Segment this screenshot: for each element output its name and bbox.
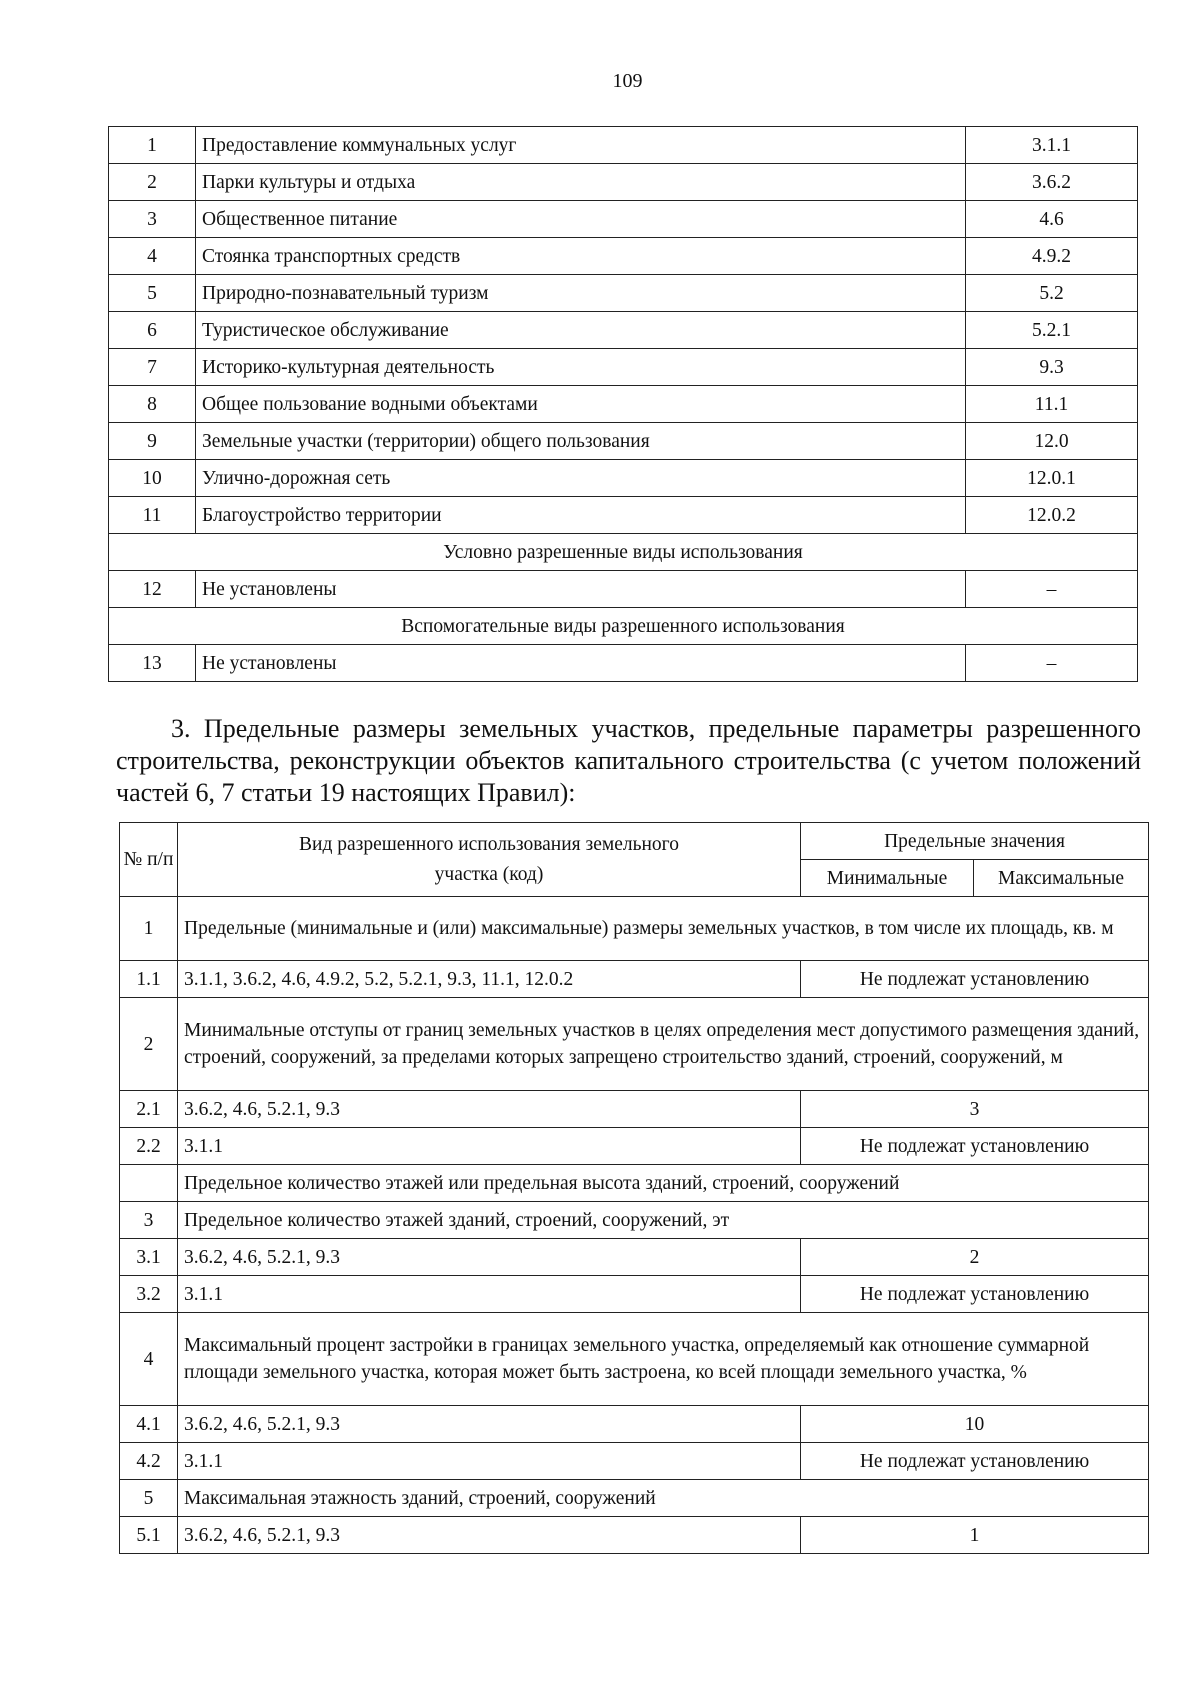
parameter-text: Максимальная этажность зданий, строений, сооружений [178,1480,1149,1517]
limit-value: 10 [801,1406,1149,1443]
header-limits: Предельные значения [801,823,1149,860]
row-number: 1 [120,897,178,961]
table-row [120,998,1149,1091]
parameter-text: Максимальный процент застройки в границах земельного участка, определяемый как отношение суммарной площади земельного участка, которая может быть застроена, ко всей площади земельного участка, % [178,1313,1149,1406]
row-number: 7 [109,349,196,386]
row-number: 3 [120,1202,178,1239]
use-code: 12.0.2 [966,497,1138,534]
row-number: 4 [120,1313,178,1406]
use-name: Улично-дорожная сеть [196,460,966,497]
row-number: 2.1 [120,1091,178,1128]
use-code: 4.6 [966,201,1138,238]
table-row [109,201,1138,238]
use-code: 9.3 [966,349,1138,386]
table-row [109,460,1138,497]
table-row [120,1313,1149,1406]
header-row [120,823,1149,860]
use-codes: 3.6.2, 4.6, 5.2.1, 9.3 [178,1517,801,1554]
limit-value: Не подлежат установлению [801,961,1149,998]
row-number: 10 [109,460,196,497]
use-name: Предоставление коммунальных услуг [196,127,966,164]
table-row [109,571,1138,608]
use-code: 5.2 [966,275,1138,312]
parameter-text: Минимальные отступы от границ земельных участков в целях определения мест допустимого размещения зданий, строений, сооружений, за пределами которых запрещено строительство зданий, строений, сооружений, м [178,998,1149,1091]
use-name: Земельные участки (территории) общего пользования [196,423,966,460]
section-row [109,608,1138,645]
row-number: 4.1 [120,1406,178,1443]
parameter-text: Предельное количество этажей зданий, строений, сооружений, эт [178,1202,1149,1239]
table-row [120,961,1149,998]
table-row [120,1443,1149,1480]
use-code: 5.2.1 [966,312,1138,349]
limit-value: Не подлежат установлению [801,1128,1149,1165]
use-code: – [966,571,1138,608]
header-min: Минимальные [801,860,974,897]
table-row [120,1165,1149,1202]
table-row [109,164,1138,201]
table-row [120,1517,1149,1554]
row-number: 1 [109,127,196,164]
table-row [109,312,1138,349]
limits-table [119,822,1149,1554]
use-name: Общественное питание [196,201,966,238]
table-row [120,1091,1149,1128]
row-number: 3.2 [120,1276,178,1313]
table-row [120,1239,1149,1276]
header-num: № п/п [120,823,178,897]
row-number: 11 [109,497,196,534]
row-number: 6 [109,312,196,349]
limit-value: Не подлежат установлению [801,1276,1149,1313]
section-row [109,534,1138,571]
use-name: Не установлены [196,645,966,682]
use-name: Историко-культурная деятельность [196,349,966,386]
table-row [109,645,1138,682]
permitted-uses-table [108,126,1138,682]
section-auxiliary: Вспомогательные виды разрешенного использования [109,608,1138,645]
row-number: 1.1 [120,961,178,998]
row-number: 5 [120,1480,178,1517]
use-code: 12.0 [966,423,1138,460]
use-code: 11.1 [966,386,1138,423]
header-max: Максимальные [974,860,1149,897]
limit-value: 1 [801,1517,1149,1554]
use-codes: 3.1.1 [178,1128,801,1165]
table-row [109,497,1138,534]
use-code: 3.6.2 [966,164,1138,201]
use-codes: 3.6.2, 4.6, 5.2.1, 9.3 [178,1239,801,1276]
use-code: 12.0.1 [966,460,1138,497]
limit-value: 2 [801,1239,1149,1276]
use-code: – [966,645,1138,682]
limit-value: Не подлежат установлению [801,1443,1149,1480]
table-row [120,1406,1149,1443]
row-number: 2.2 [120,1128,178,1165]
use-name: Благоустройство территории [196,497,966,534]
use-name: Стоянка транспортных средств [196,238,966,275]
table-row [120,1480,1149,1517]
use-name: Природно-познавательный туризм [196,275,966,312]
row-number: 4 [109,238,196,275]
use-name: Не установлены [196,571,966,608]
row-number: 4.2 [120,1443,178,1480]
use-name: Парки культуры и отдыха [196,164,966,201]
table-row [109,423,1138,460]
table-row [109,238,1138,275]
table-row [109,386,1138,423]
row-number: 2 [120,998,178,1091]
table-row [109,349,1138,386]
row-number: 8 [109,386,196,423]
page-number: 109 [612,70,643,92]
table-row [120,897,1149,961]
section-conditional: Условно разрешенные виды использования [109,534,1138,571]
use-code: 4.9.2 [966,238,1138,275]
use-codes: 3.1.1 [178,1443,801,1480]
row-number: 13 [109,645,196,682]
row-number: 9 [109,423,196,460]
table-row [109,127,1138,164]
use-name: Общее пользование водными объектами [196,386,966,423]
table-row [120,1128,1149,1165]
section-3-paragraph: 3. Предельные размеры земельных участков, предельные параметры разрешенного строительства, реконструкции объектов капитального строительства (с учетом положений частей 6, 7 статьи 19 настоящих Правил): [116,714,1141,807]
use-codes: 3.6.2, 4.6, 5.2.1, 9.3 [178,1091,801,1128]
row-number: 5.1 [120,1517,178,1554]
use-name: Туристическое обслуживание [196,312,966,349]
row-number: 5 [109,275,196,312]
limit-value: 3 [801,1091,1149,1128]
table-row [120,1276,1149,1313]
row-number: 3 [109,201,196,238]
use-codes: 3.1.1, 3.6.2, 4.6, 4.9.2, 5.2, 5.2.1, 9.3, 11.1, 12.0.2 [178,961,801,998]
parameter-text: Предельные (минимальные и (или) максимальные) размеры земельных участков, в том числе их площадь, кв. м [178,897,1149,961]
table-row [109,275,1138,312]
row-number: 2 [109,164,196,201]
use-codes: 3.6.2, 4.6, 5.2.1, 9.3 [178,1406,801,1443]
table-row [120,1202,1149,1239]
header-type: Вид разрешенного использования земельного участка (код) [178,823,801,897]
use-codes: 3.1.1 [178,1276,801,1313]
row-number: 3.1 [120,1239,178,1276]
use-code: 3.1.1 [966,127,1138,164]
row-number: 12 [109,571,196,608]
row-number-empty [120,1165,178,1202]
parameter-text: Предельное количество этажей или предельная высота зданий, строений, сооружений [178,1165,1149,1202]
